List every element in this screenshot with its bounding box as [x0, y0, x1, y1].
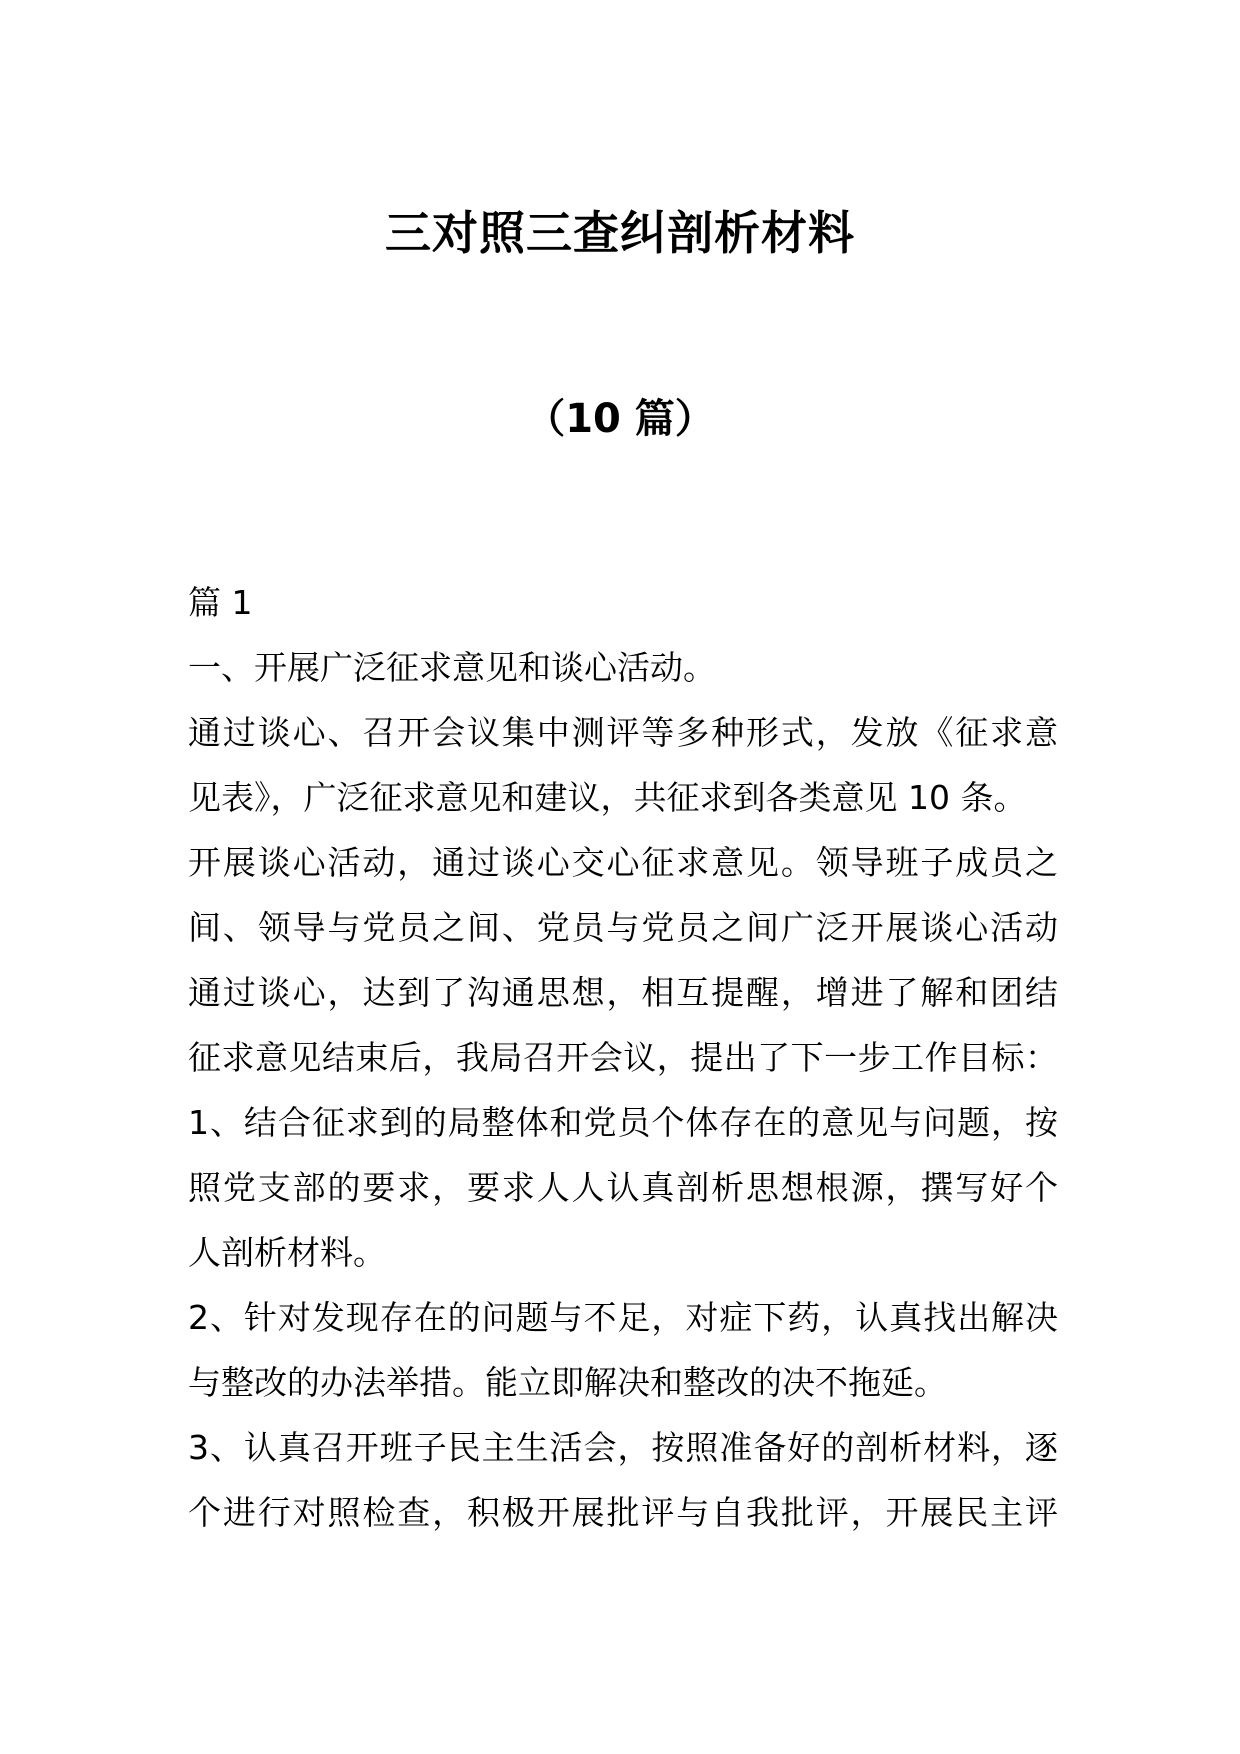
paragraph-line: 2、针对发现存在的问题与不足，对症下药，认真找出解决: [188, 1298, 1058, 1337]
paragraph-line: 通过谈心、召开会议集中测评等多种形式，发放《征求意: [188, 713, 1058, 752]
paragraph-line: 与整改的办法举措。能立即解决和整改的决不拖延。: [188, 1363, 947, 1402]
paragraph-line: 3、认真召开班子民主生活会，按照准备好的剖析材料，逐: [188, 1428, 1058, 1467]
section-heading: 篇 1: [188, 583, 253, 622]
paragraph-line: 一、开展广泛征求意见和谈心活动。: [188, 648, 716, 687]
paragraph-line: 间、领导与党员之间、党员与党员之间广泛开展谈心活动: [188, 908, 1058, 947]
paragraph-line: 征求意见结束后，我局召开会议，提出了下一步工作目标：: [188, 1038, 1058, 1077]
paragraph-line: 照党支部的要求，要求人人认真剖析思想根源，撰写好个: [188, 1168, 1058, 1207]
paragraph-line: 1、结合征求到的局整体和党员个体存在的意见与问题，按: [188, 1103, 1058, 1142]
document-body: [188, 580, 1058, 1555]
paragraph-line: 个进行对照检查，积极开展批评与自我批评，开展民主评: [188, 1493, 1058, 1532]
paragraph-line: 见表》，广泛征求意见和建议，共征求到各类意见 10 条。: [188, 778, 1027, 817]
document-subtitle: （10 篇）: [525, 396, 715, 442]
paragraph-line: 人剖析材料。: [188, 1233, 386, 1272]
document-title: 三对照三查纠剖析材料: [385, 206, 855, 260]
paragraph-line: 通过谈心，达到了沟通思想，相互提醒，增进了解和团结: [188, 973, 1058, 1012]
paragraph-line: 开展谈心活动，通过谈心交心征求意见。领导班子成员之: [188, 843, 1058, 882]
